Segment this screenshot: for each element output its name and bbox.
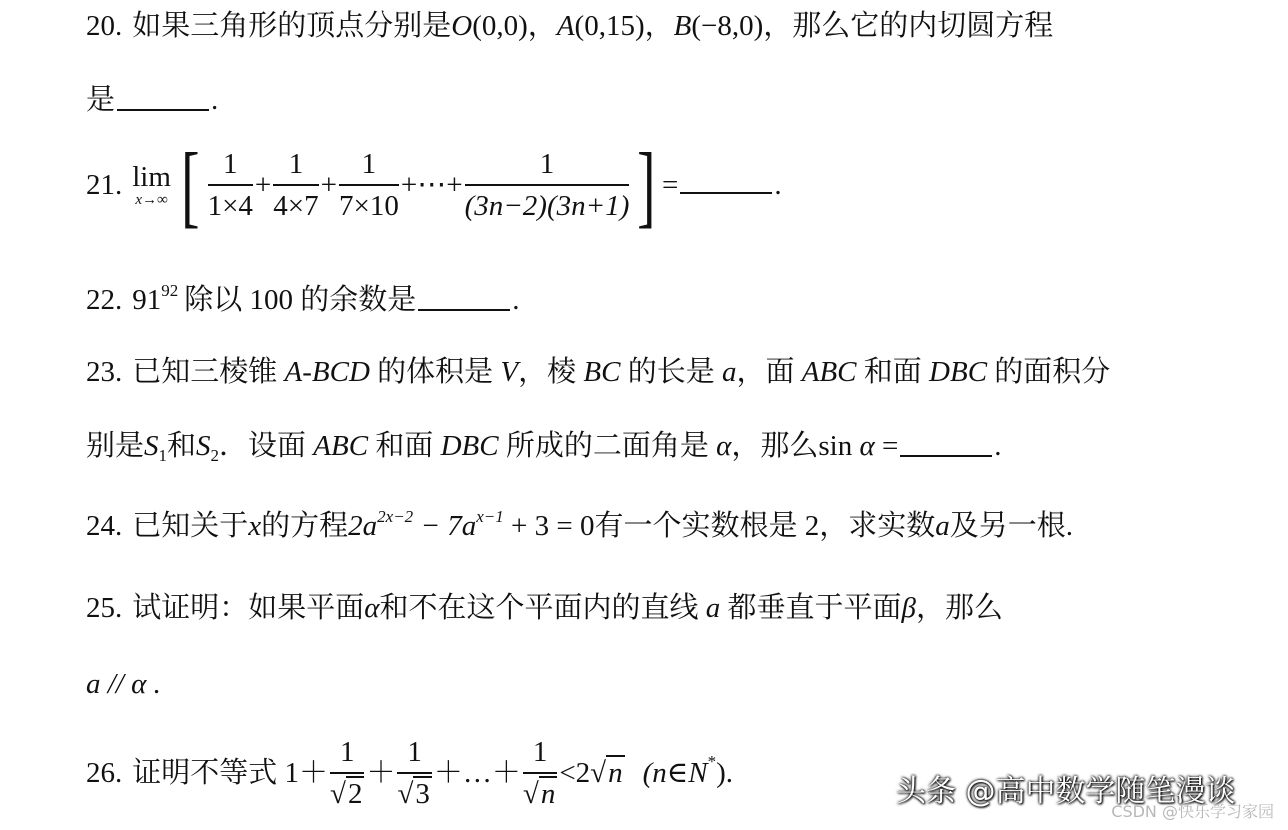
fraction: $\frac{1}{7\times 10}$	[339, 147, 399, 223]
problem-number: 21.	[86, 168, 123, 201]
problem-23-line2: 别是$S_1$和$S_2$．设面 ABC 和面 DBC 所成的二面角是 α，那么sin α = .	[86, 430, 1002, 465]
problem-20: 20. 如果三角形的顶点分别是O(0,0)，A(0,15)，B(−8,0)，那么它的内切圆方程	[86, 10, 1054, 42]
problem-number: 20.	[86, 10, 123, 42]
problem-22: 22. $91^{92}$ 除以 100 的余数是 .	[86, 281, 520, 316]
answer-blank	[900, 454, 992, 457]
fraction: $\frac{1}{(3n-2)(3n+1)}$	[464, 147, 630, 223]
problem-number: 22.	[86, 284, 123, 316]
fraction: $\frac{1}{√2}$	[330, 736, 363, 811]
problem-24: 24. 已知关于x的方程$2a^{2x-2} - 7a^{x-1} + 3 = 0$有一个实数根是 2，求实数a及另一根.	[86, 507, 1074, 542]
problem-25: 25. 试证明：如果平面α和不在这个平面内的直线 a 都垂直于平面β，那么	[86, 592, 1003, 624]
problem-26: 26. 证明不等式 1＋ $\frac{1}{√2}$ ＋ $\frac{1}{√3}$ ＋…＋ $\frac{1}{√n}$ <2√n (n∈N*).	[86, 736, 733, 811]
problem-number: 26.	[86, 756, 123, 789]
fraction: $\frac{1}{4\times 7}$	[273, 147, 319, 223]
fraction: $\frac{1}{√3}$	[397, 736, 430, 811]
problem-number: 23.	[86, 356, 123, 388]
problem-23: 23. 已知三棱锥 A-BCD 的体积是 V，棱 BC 的长是 a，面 ABC 和面 DBC 的面积分	[86, 356, 1111, 388]
answer-blank	[117, 108, 209, 111]
fraction: $\frac{1}{1\times 4}$	[207, 147, 253, 223]
fraction: $\frac{1}{√n}$	[522, 736, 556, 811]
problem-20-line2: 是 .	[86, 84, 219, 116]
problem-21: 21. lim x→∞ [ $\frac{1}{1\times 4}$ + $\frac{1}{4\times 7}$ + $\frac{1}{7\times 10}$ +⋯+ $\frac{1}{(3n-2)(3n+1)}$ ] = .	[86, 134, 782, 236]
left-bracket: [	[181, 134, 200, 236]
right-bracket: ]	[637, 134, 656, 236]
limit-operator: lim x→∞	[132, 161, 171, 208]
csdn-watermark: CSDN @快乐学习家园	[1111, 802, 1274, 821]
problem-number: 24.	[86, 510, 123, 542]
problem-25-line2: a // α .	[86, 668, 161, 700]
toutiao-watermark: 头条 @高中数学随笔漫谈	[896, 774, 1236, 809]
answer-blank	[680, 191, 772, 194]
answer-blank	[418, 308, 510, 311]
problem-number: 25.	[86, 592, 123, 624]
